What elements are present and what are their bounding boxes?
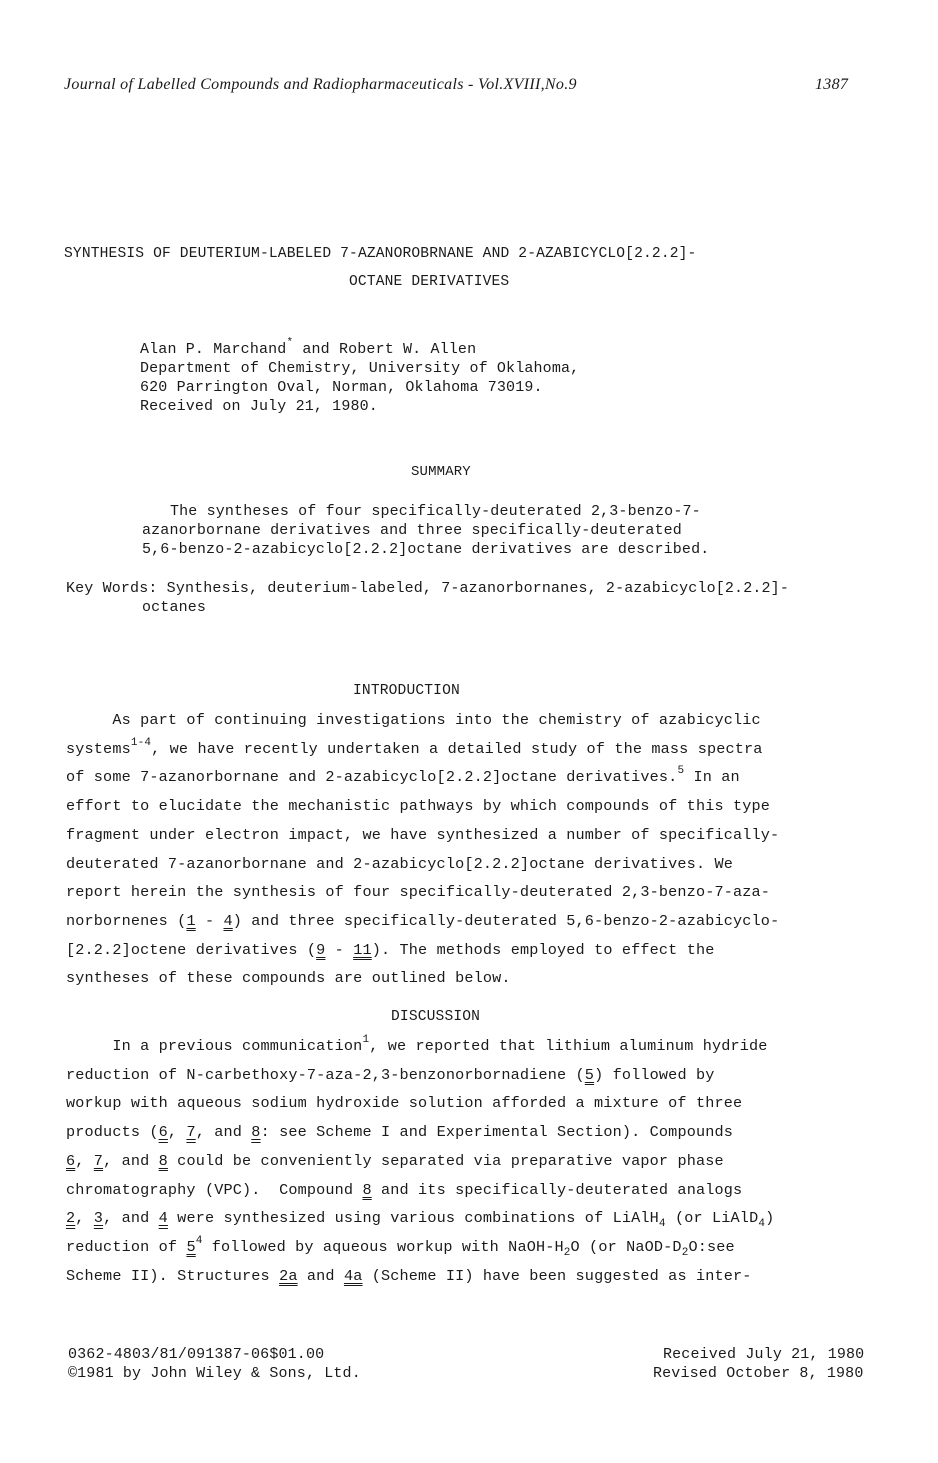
article-title-line1: SYNTHESIS OF DEUTERIUM-LABELED 7-AZANOROBRNANE AND 2-AZABICYCLO[2.2.2]- [64, 246, 697, 262]
page-number: 1387 [815, 76, 849, 93]
compound-number: 8 [158, 1151, 168, 1170]
footer-received: Received July 21, 1980 [663, 1346, 865, 1363]
author-address: 620 Parrington Oval, Norman, Oklahoma 73019. [140, 379, 543, 396]
introduction-paragraph: As part of continuing investigations into the chemistry of azabicyclic systems$^{1-4}$, we have recently undertaken a detailed study of the mass spectra of some 7-azanorbornane and 2-azabicyclo[2.2.2]octane derivatives.$^5$ In an effort to elucidate the mechanistic pathways by which compounds of this type fragment under electron impact, we have synthesized a number of specifically- deuterated 7-azanorbornane and 2-azabicyclo[2.2.2]octane derivatives. We report herein the synthesis of four specifically-deuterated 2,3-benzo-7-aza- norbornenes (1 - 4) and three specifically-deuterated 5,6-benzo-2-azabicyclo- [2.2.2]octene derivatives (9 - 11). The methods employed to effect the syntheses of these compounds are outlined below. [66, 711, 780, 988]
compound-number: 2 [66, 1209, 76, 1228]
author-department: Department of Chemistry, University of Oklahoma, [140, 360, 580, 377]
compound-number: 8 [251, 1123, 261, 1142]
compound-number: 6 [158, 1123, 168, 1142]
corresponding-author-star: * [286, 337, 294, 349]
compound-number: 4 [158, 1209, 168, 1228]
compound-number: 8 [362, 1180, 372, 1199]
compound-number: 1 [186, 911, 196, 930]
citation-superscript: 5 [677, 765, 685, 778]
summary-line: 5,6-benzo-2-azabicyclo[2.2.2]octane derivatives are described. [142, 541, 710, 558]
compound-number: 11 [353, 940, 372, 959]
citation-superscript: 1 [362, 1034, 370, 1046]
compound-number: 6 [66, 1151, 76, 1170]
introduction-heading: INTRODUCTION [353, 683, 460, 699]
keywords-line: Key Words: Synthesis, deuterium-labeled, 7-azanorbornanes, 2-azabicyclo[2.2.2]- [66, 580, 789, 597]
compound-number: 9 [316, 940, 326, 959]
compound-number: 5 [186, 1237, 196, 1256]
compound-number: 7 [93, 1151, 104, 1170]
journal-header: Journal of Labelled Compounds and Radiopharmaceuticals - Vol.XVIII,No.9 [64, 76, 577, 93]
footer-code: 0362-4803/81/091387-06$01.00 [68, 1346, 325, 1363]
citation-superscript: 4 [195, 1234, 203, 1247]
discussion-heading: DISCUSSION [391, 1009, 481, 1025]
compound-number: 5 [584, 1065, 595, 1084]
summary-heading: SUMMARY [411, 464, 471, 480]
footer-revised: Revised October 8, 1980 [653, 1365, 864, 1382]
compound-number: 7 [186, 1123, 196, 1142]
author-names: Alan P. Marchand* and Robert W. Allen [140, 337, 477, 358]
discussion-paragraph: In a previous communication$^1$, we reported that lithium aluminum hydride reduction of N-carbethoxy-7-aza-2,3-benzonorbornadiene (5) followed by workup with aqueous sodium hydroxide solution afforded a mixture of three products (6, 7, and 8: see Scheme I and Experimental Section). Compounds 6, 7, and 8 could be conveniently separated via preparative vapor phase chromatography (VPC). Compound 8 and its specifically-deuterated analogs 2, 3, and 4 were synthesized using various combinations of LiAlH$_4$ (or LiAlD$_4$) reduction of $5^4$ followed by aqueous workup with NaOH-$H_2O$ (or NaOD-$D_2O:see$ Scheme II). Structures 2a and 4a (Scheme II) have been suggested as inter- [66, 1034, 775, 1285]
article-title-line2: OCTANE DERIVATIVES [349, 274, 510, 290]
received-date: Received on July 21, 1980. [140, 398, 378, 415]
compound-number: 3 [93, 1209, 104, 1228]
compound-number: 4a [343, 1266, 363, 1285]
compound-number: 4 [223, 911, 233, 930]
summary-line: azanorbornane derivatives and three specifically-deuterated [142, 522, 682, 539]
citation-superscript: 1-4 [130, 736, 152, 749]
compound-number: 2a [279, 1266, 298, 1285]
footer-copyright: ©1981 by John Wiley & Sons, Ltd. [68, 1365, 361, 1382]
summary-line: The syntheses of four specifically-deuterated 2,3-benzo-7- [170, 503, 701, 520]
keywords-line: octanes [142, 599, 207, 616]
